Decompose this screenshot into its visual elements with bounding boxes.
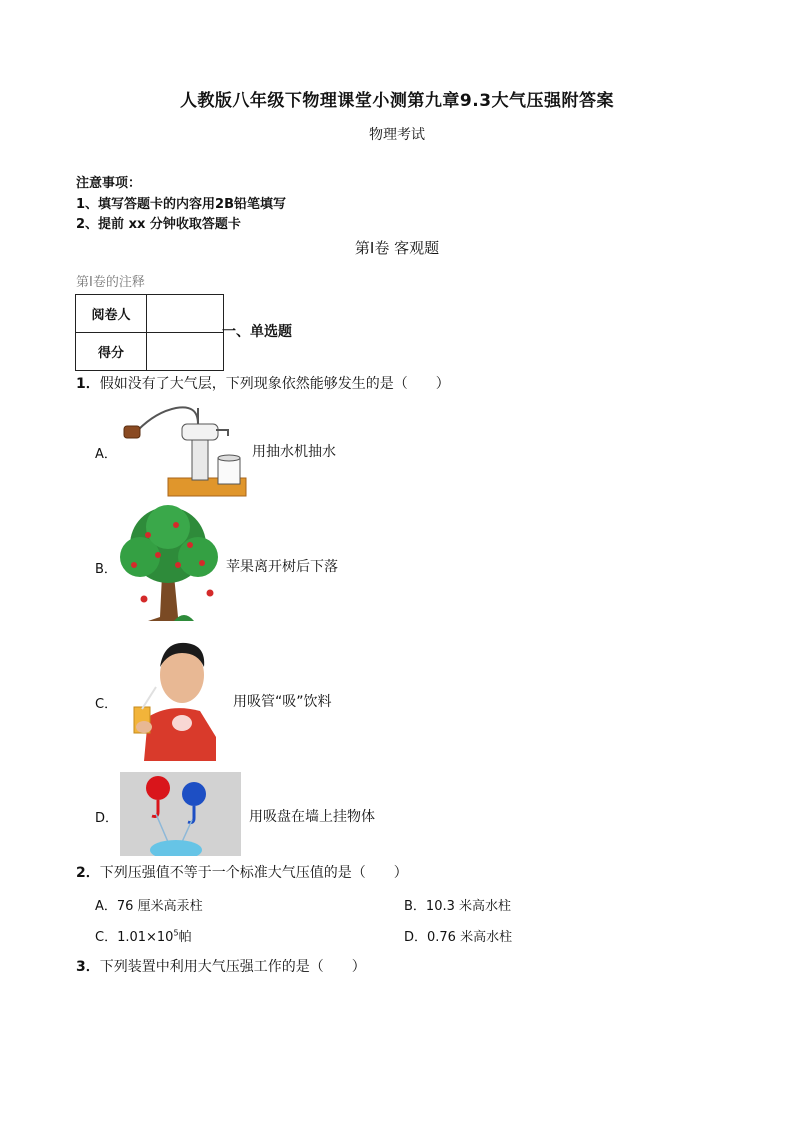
question-3-text: 下列装置中利用大气压强工作的是（ ） xyxy=(99,959,366,975)
option-a-text: 用抽水机抽水 xyxy=(252,444,336,460)
option-d-text: 用吸盘在墙上挂物体 xyxy=(249,809,375,825)
q2-option-c-suffix: 帕 xyxy=(178,930,192,945)
q2-option-c xyxy=(95,926,192,945)
question-2 xyxy=(76,862,408,882)
apple-tree-image xyxy=(118,505,220,623)
section-comment: 第Ⅰ卷的注释 xyxy=(76,275,145,290)
option-b-letter: B． xyxy=(95,562,117,577)
section-title: 第Ⅰ卷 客观题 xyxy=(354,239,440,257)
page-title: 人教版八年级下物理课堂小测第九章9.3大气压强附答案 xyxy=(179,91,615,111)
q2-option-c-prefix: C．1.01×10 xyxy=(95,930,174,945)
notes-heading: 注意事项： xyxy=(76,176,142,191)
page-subtitle: 物理考试 xyxy=(369,127,425,143)
question-1-number: 1． xyxy=(76,376,100,392)
suction-hooks-image xyxy=(120,772,241,856)
score-label: 得分 xyxy=(76,333,147,371)
q2-option-b: B．10.3 米高水柱 xyxy=(404,899,511,914)
option-b-text: 苹果离开树后下落 xyxy=(226,559,338,575)
option-c-text: 用吸管“吸”饮料 xyxy=(233,694,332,710)
notes-item-2: 2、提前 xx 分钟收取答题卡 xyxy=(76,217,241,232)
notes-item-1: 1、填写答题卡的内容用2B铅笔填写 xyxy=(76,197,286,212)
question-2-number: 2． xyxy=(76,865,100,881)
part-title: 一、单选题 xyxy=(222,324,292,340)
reviewer-label: 阅卷人 xyxy=(76,295,147,333)
question-3-number: 3． xyxy=(76,959,100,975)
option-d-letter: D． xyxy=(95,811,119,826)
question-1 xyxy=(76,373,450,393)
water-pump-image xyxy=(118,400,250,498)
question-2-text: 下列压强值不等于一个标准大气压值的是（ ） xyxy=(99,865,408,881)
boy-drinking-image xyxy=(130,637,220,761)
score-cell xyxy=(147,333,224,371)
reviewer-cell xyxy=(147,295,224,333)
q2-option-d: D．0.76 米高水柱 xyxy=(404,930,513,945)
score-table xyxy=(75,294,224,371)
question-1-text: 假如没有了大气层，下列现象依然能够发生的是（ ） xyxy=(99,376,450,392)
option-a-letter: A． xyxy=(95,447,117,462)
question-3 xyxy=(76,956,366,976)
q2-option-c-exponent: 5 xyxy=(173,928,179,938)
q2-option-a: A．76 厘米高汞柱 xyxy=(95,899,203,914)
option-c-letter: C． xyxy=(95,697,118,712)
